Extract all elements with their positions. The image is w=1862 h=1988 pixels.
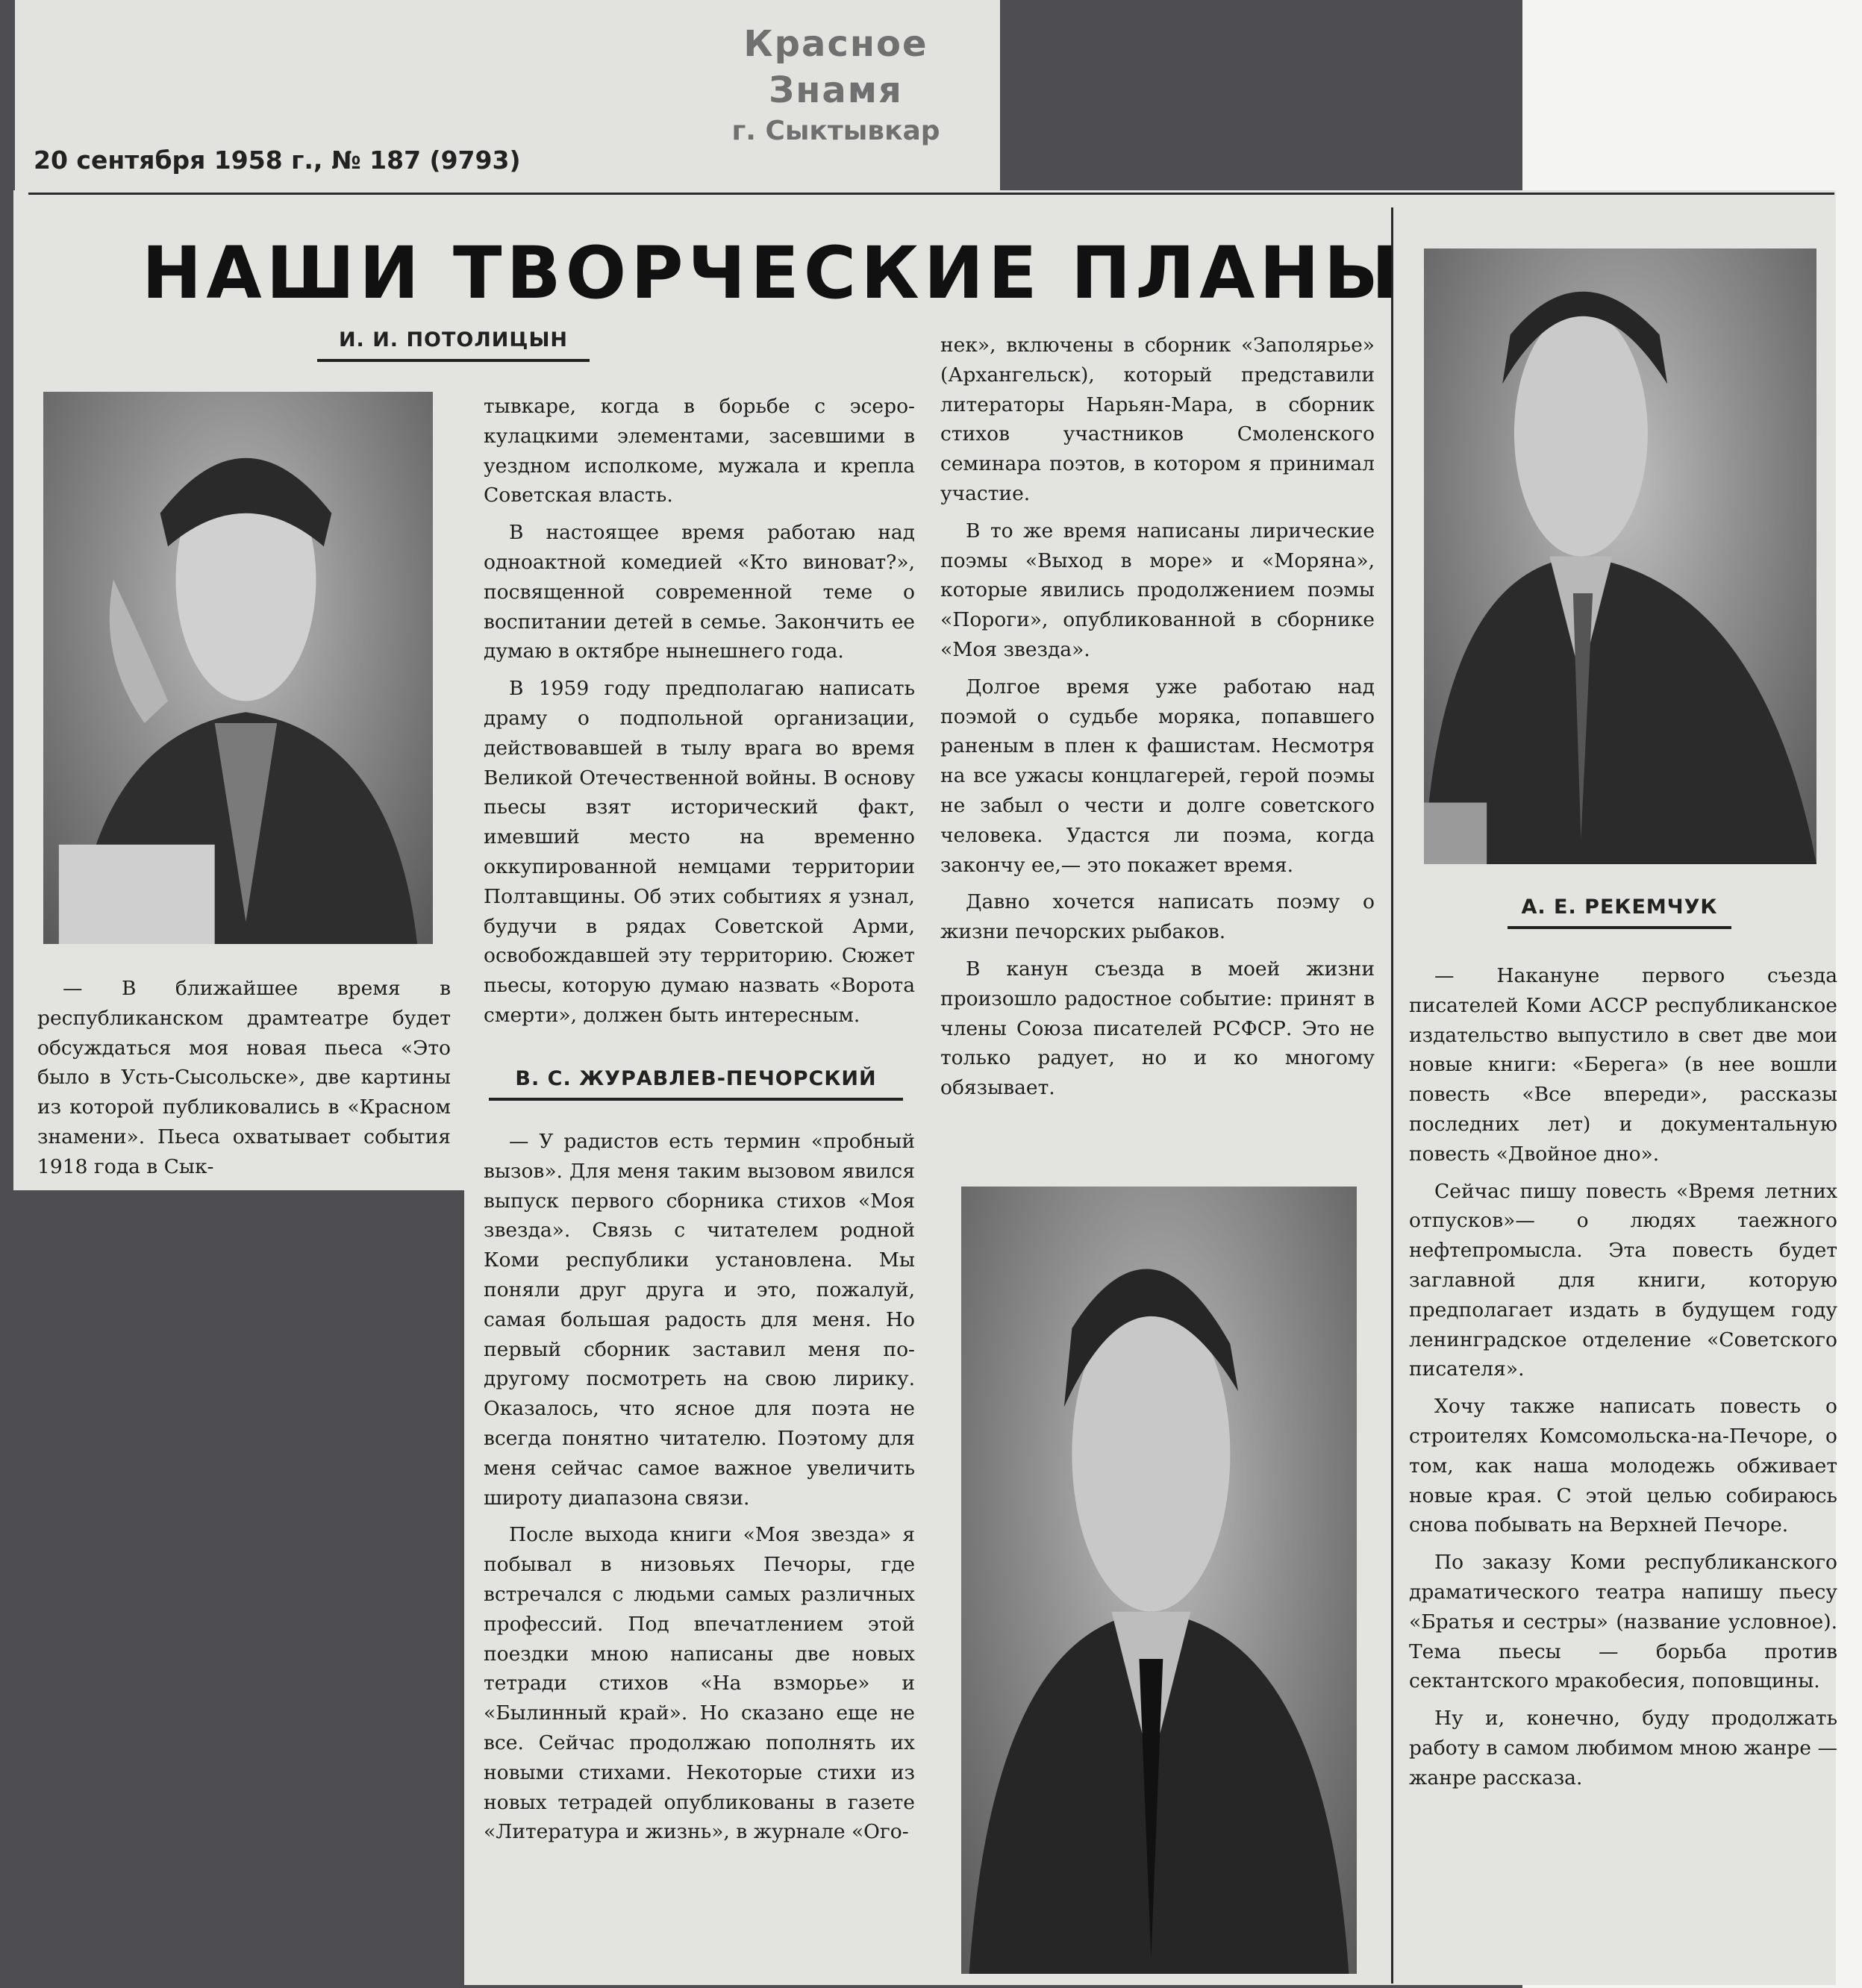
portrait-silhouette-icon	[961, 1187, 1357, 1974]
paragraph: В настоящее время работаю над одноактной комедией «Кто виноват?», посвященной современной теме о воспитании детей в семье. Закончить ее думаю в октябре нынешнего года.	[484, 521, 915, 663]
paragraph: — В ближайшее время в республиканском драмтеатре будет обсуждаться моя новая пьеса «Это было в Усть-Сысольске», две картины из которой публиковались в «Красном знамени». Пьеса охватывает события 1918 года в Сык-	[37, 977, 451, 1178]
paragraph: тывкаре, когда в борьбе с эсеро-кулацкими элементами, засевшими в уездном исполкоме, мужала и крепла Советская власть.	[484, 395, 915, 507]
byline-rekemchuk: А. Е. РЕКЕМЧУК	[1508, 895, 1731, 929]
column-potolitsyn-2	[484, 392, 915, 1038]
newspaper-stamp	[672, 21, 1000, 149]
paragraph: Долгое время уже работаю над поэмой о судьбе моряка, попавшего раненым в плен к фашистам. Несмотря на все ужасы концлагерей, герой поэмы не забыл о чести и долге советского человека. Удастся ли поэма, когда закончу ее,— это покажет время.	[940, 675, 1375, 877]
portrait-potolitsyn	[43, 392, 433, 944]
stamp-city: г. Сыктывкар	[731, 115, 940, 146]
stamp-title: Красное Знамя	[743, 23, 928, 112]
article-headline: НАШИ ТВОРЧЕСКИЕ ПЛАНЫ	[142, 231, 1403, 315]
paragraph: Ну и, конечно, буду продолжать работу в самом любимом мною жанре — жанре рассказа.	[1409, 1707, 1837, 1789]
paragraph: — У радистов есть термин «пробный вызов». Для меня таким вызовом явился выпуск первого сборника стихов «Моя звезда». Связь с читателем родной Коми республики установлена. Мы поняли друг друга и это, пожалуй, самая большая радость для меня. Но первый сборник заставил меня по-другому посмотреть на свою лирику. Оказалось, что ясное для поэта не всегда понятно читателю. Поэтому для меня сейчас самое важное увеличить широту диапазона связи.	[484, 1130, 915, 1510]
paragraph: нек», включены в сборник «Заполярье» (Архангельск), который представили литераторы Нарьян-Мара, в сборник стихов участников Смоленского семинара поэтов, в котором я принимал участие.	[940, 334, 1375, 505]
portrait-zhuravlev-pechorsky	[961, 1187, 1357, 1974]
paragraph: После выхода книги «Моя звезда» я побывал в низовьях Печоры, где встречался с людьми самых различных профессий. Под впечатлением этой поездки мною написаны две новых тетради стихов «На взморье» и «Былинный край». Но сказано еще не все. Сейчас продолжаю пополнять их новыми стихами. Некоторые стихи из новых тетрадей опубликованы в газете «Литература и жизнь», в журнале «Ого-	[484, 1523, 915, 1844]
top-rule	[28, 193, 1834, 195]
paragraph: По заказу Коми республиканского драматического театра напишу пьесу «Братья и сестры» (название условное). Тема пьесы — борьба против сектантского мракобесия, поповщины.	[1409, 1551, 1837, 1693]
column-potolitsyn-1	[37, 974, 451, 1190]
paragraph: Сейчас пишу повесть «Время летних отпусков»— о людях таежного нефтепромысла. Эта повесть будет заглавной для книги, которую предполагает издать в будущем году ленинградское отделение «Советского писателя».	[1409, 1179, 1837, 1381]
paragraph: В канун съезда в моей жизни произошло радостное событие: принят в члены Союза писателей РСФСР. Это не только радует, но и ко многому обязывает.	[940, 957, 1375, 1100]
column-zhuravlev-1	[484, 1127, 915, 1854]
paragraph: Давно хочется написать поэму о жизни печорских рыбаков.	[940, 890, 1375, 944]
portrait-silhouette-icon	[1424, 248, 1816, 864]
byline-potolitsyn: И. И. ПОТОЛИЦЫН	[317, 328, 590, 362]
column-zhuravlev-2	[940, 331, 1375, 1110]
column-rekemchuk	[1409, 961, 1837, 1801]
paragraph: Хочу также написать повесть о строителях Комсомольска-на-Печоре, о том, как наша молодежь обживает новые края. С этой целью собираюсь снова побывать на Верхней Печоре.	[1409, 1395, 1837, 1537]
paragraph: В 1959 году предполагаю написать драму о подпольной организации, действовавшей в тылу врага во время Великой Отечественной войны. В основу пьесы взят исторический факт, имевший место на временно оккупированной немцами территории Полтавщины. Об этих событиях я узнал, будучи в рядах Советской Арми, освобождавшей эту территорию. Сюжет пьесы, которую думаю назвать «Ворота смерти», должен быть интересным.	[484, 677, 915, 1027]
paragraph: В то же время написаны лирические поэмы «Выход в море» и «Моряна», которые явились продолжением поэмы «Пороги», опубликованной в сборнике «Моя звезда».	[940, 519, 1375, 661]
issue-dateline: 20 сентября 1958 г., № 187 (9793)	[34, 146, 521, 175]
paragraph: — Накануне первого съезда писателей Коми АССР республиканское издательство выпустило в свет две мои новые книги: «Берега» (в нее вошли повесть «Все впереди», рассказы последних лет) и документальную повесть «Двойное дно».	[1409, 964, 1837, 1166]
portrait-silhouette-icon	[43, 392, 433, 944]
portrait-rekemchuk	[1424, 248, 1816, 864]
byline-zhuravlev-pechorsky: В. С. ЖУРАВЛЕВ-ПЕЧОРСКИЙ	[489, 1067, 903, 1101]
column-divider-rule	[1391, 207, 1393, 1984]
